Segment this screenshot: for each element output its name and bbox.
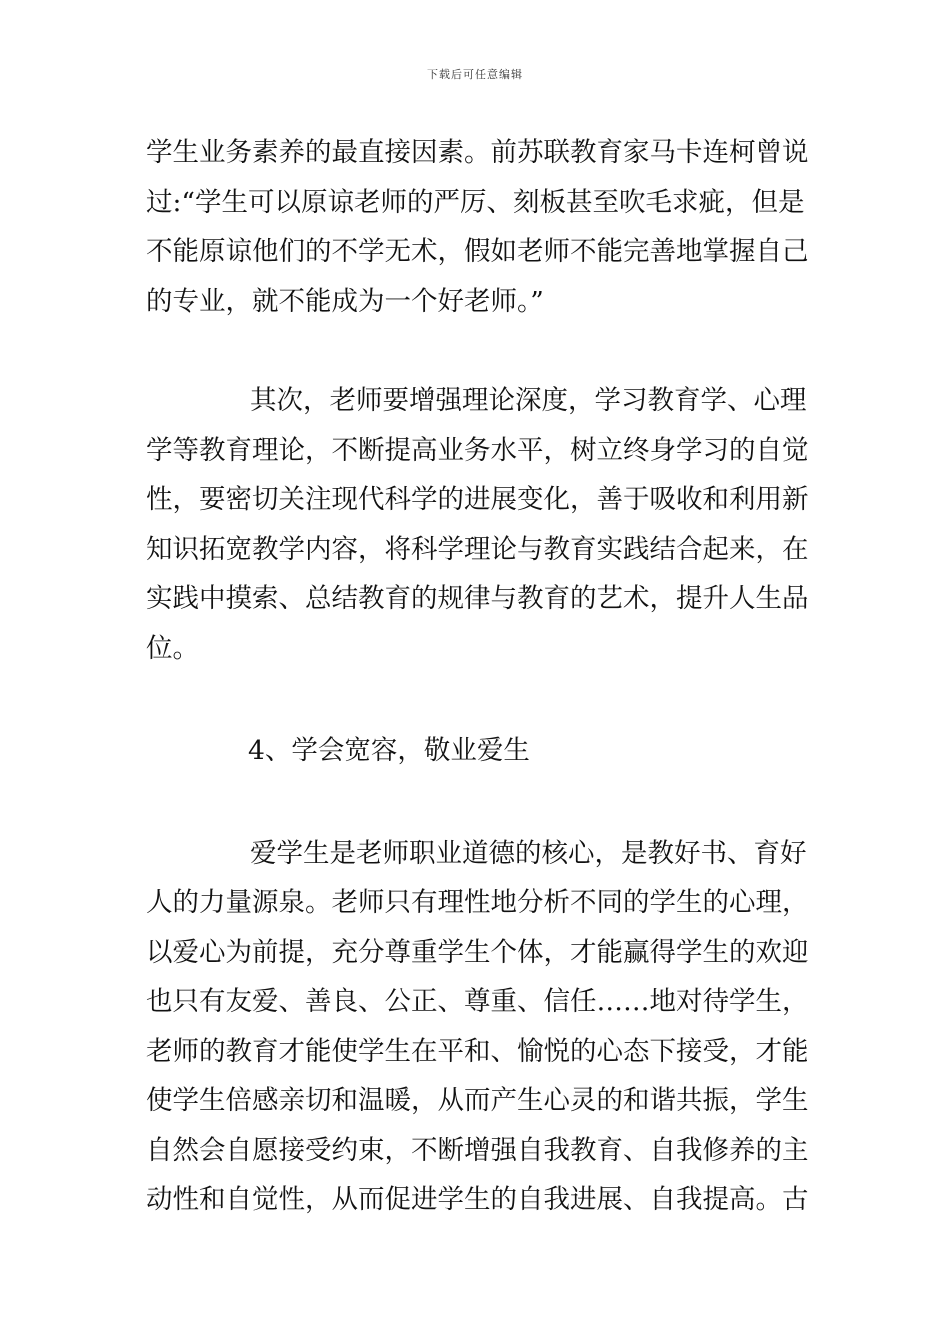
text-line: 学等教育理论，不断提高业务水平，树立终身学习的自觉	[146, 434, 809, 466]
text-line: 的专业，就不能成为一个好老师。”	[146, 285, 544, 317]
text-line: 使学生倍感亲切和温暖，从而产生心灵的和谐共振，学生	[146, 1085, 809, 1116]
paragraph-1	[146, 128, 810, 326]
text-line: 位。	[146, 632, 199, 664]
section-heading: 4、学会宽容，敬业爱生	[248, 735, 530, 766]
paragraph-gap	[146, 776, 810, 829]
text-line: 老师的教育才能使学生在平和、愉悦的心态下接受，才能	[146, 1035, 809, 1067]
header-note: 下载后可任意编辑	[427, 68, 523, 81]
text-line: 动性和自觉性，从而促进学生的自我进展、自我提高。古	[146, 1184, 809, 1215]
text-line: 人的力量源泉。老师只有理性地分析不同的学生的心理，	[146, 887, 809, 918]
text-line: 性，要密切关注现代科学的进展变化，善于吸收和利用新	[146, 484, 809, 515]
text-line: 不能原谅他们的不学无术，假如老师不能完善地掌握自己	[146, 236, 809, 267]
text-line: 也只有友爱、善良、公正、尊重、信任……地对待学生，	[146, 986, 809, 1017]
text-line: 知识拓宽教学内容，将科学理论与教育实践结合起来，在	[146, 533, 809, 565]
text-line: 其次，老师要增强理论深度，学习教育学、心理	[250, 385, 807, 416]
text-line: 学生业务素养的最直接因素。前苏联教育家马卡连柯曾说	[146, 137, 809, 168]
text-line: 自然会自愿接受约束，不断增强自我教育、自我修养的主	[146, 1134, 809, 1166]
text-line: 以爱心为前提，充分尊重学生个体，才能赢得学生的欢迎	[146, 936, 809, 968]
paragraph-gap	[146, 326, 810, 376]
document-body	[146, 128, 810, 1225]
paragraph-3	[146, 829, 810, 1225]
text-line: 爱学生是老师职业道德的核心，是教好书、育好	[250, 837, 807, 869]
paragraph-2	[146, 376, 810, 673]
paragraph-gap	[146, 673, 810, 726]
text-line: 过:“学生可以原谅老师的严厉、刻板甚至吹毛求疵，但是	[146, 186, 805, 218]
text-line: 实践中摸索、总结教育的规律与教育的艺术，提升人生品	[146, 583, 809, 614]
